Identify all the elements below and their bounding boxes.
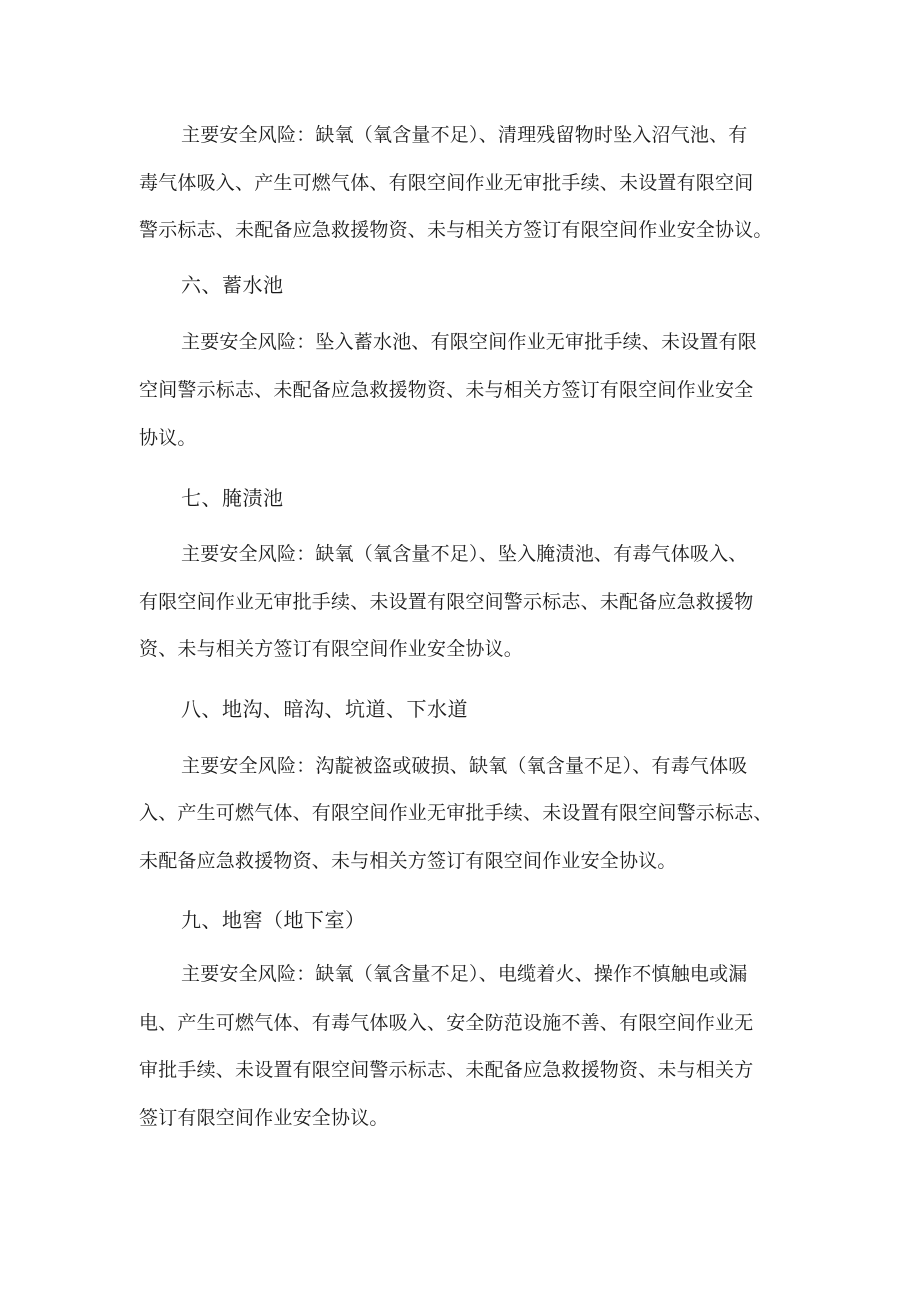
paragraph-line: 主要安全风险：缺氧（氧含量不足）、坠入腌渍池、有毒气体吸入、 [181, 543, 748, 565]
section-heading: 六、蓄水池 [181, 273, 284, 297]
paragraph-line: 警示标志、未配备应急救援物资、未与相关方签订有限空间作业安全协议。 [139, 219, 773, 241]
paragraph-line: 主要安全风险：缺氧（氧含量不足）、电缆着火、操作不慎触电或漏 [181, 963, 748, 985]
paragraph-line: 毒气体吸入、产生可燃气体、有限空间作业无审批手续、未设置有限空间 [139, 172, 754, 194]
paragraph-line: 有限空间作业无审批手续、未设置有限空间警示标志、未配备应急救援物 [139, 591, 754, 613]
paragraph-line: 审批手续、未设置有限空间警示标志、未配备应急救援物资、未与相关方 [139, 1059, 754, 1081]
paragraph-line: 电、产生可燃气体、有毒气体吸入、安全防范设施不善、有限空间作业无 [139, 1012, 754, 1034]
paragraph-line: 主要安全风险：坠入蓄水池、有限空间作业无审批手续、未设置有限 [181, 331, 758, 353]
paragraph-line: 入、产生可燃气体、有限空间作业无审批手续、未设置有限空间警示标志、 [139, 802, 773, 824]
paragraph-line: 资、未与相关方签订有限空间作业安全协议。 [139, 638, 524, 660]
paragraph-line: 主要安全风险：沟靛被盗或破损、缺氧（氧含量不足）、有毒气体吸 [181, 755, 748, 777]
paragraph-line: 签订有限空间作业安全协议。 [139, 1107, 389, 1129]
section-heading: 七、腌渍池 [181, 486, 284, 510]
paragraph-line: 主要安全风险：缺氧（氧含量不足）、清理残留物时坠入沼气池、有 [181, 124, 748, 146]
paragraph-line: 未配备应急救援物资、未与相关方签订有限空间作业安全协议。 [139, 850, 677, 872]
section-heading: 九、地窖（地下室） [181, 908, 366, 932]
section-heading: 八、地沟、暗沟、坑道、下水道 [181, 697, 468, 721]
paragraph-line: 空间警示标志、未配备应急救援物资、未与相关方签订有限空间作业安全 [139, 379, 754, 401]
paragraph-line: 协议。 [139, 427, 197, 449]
